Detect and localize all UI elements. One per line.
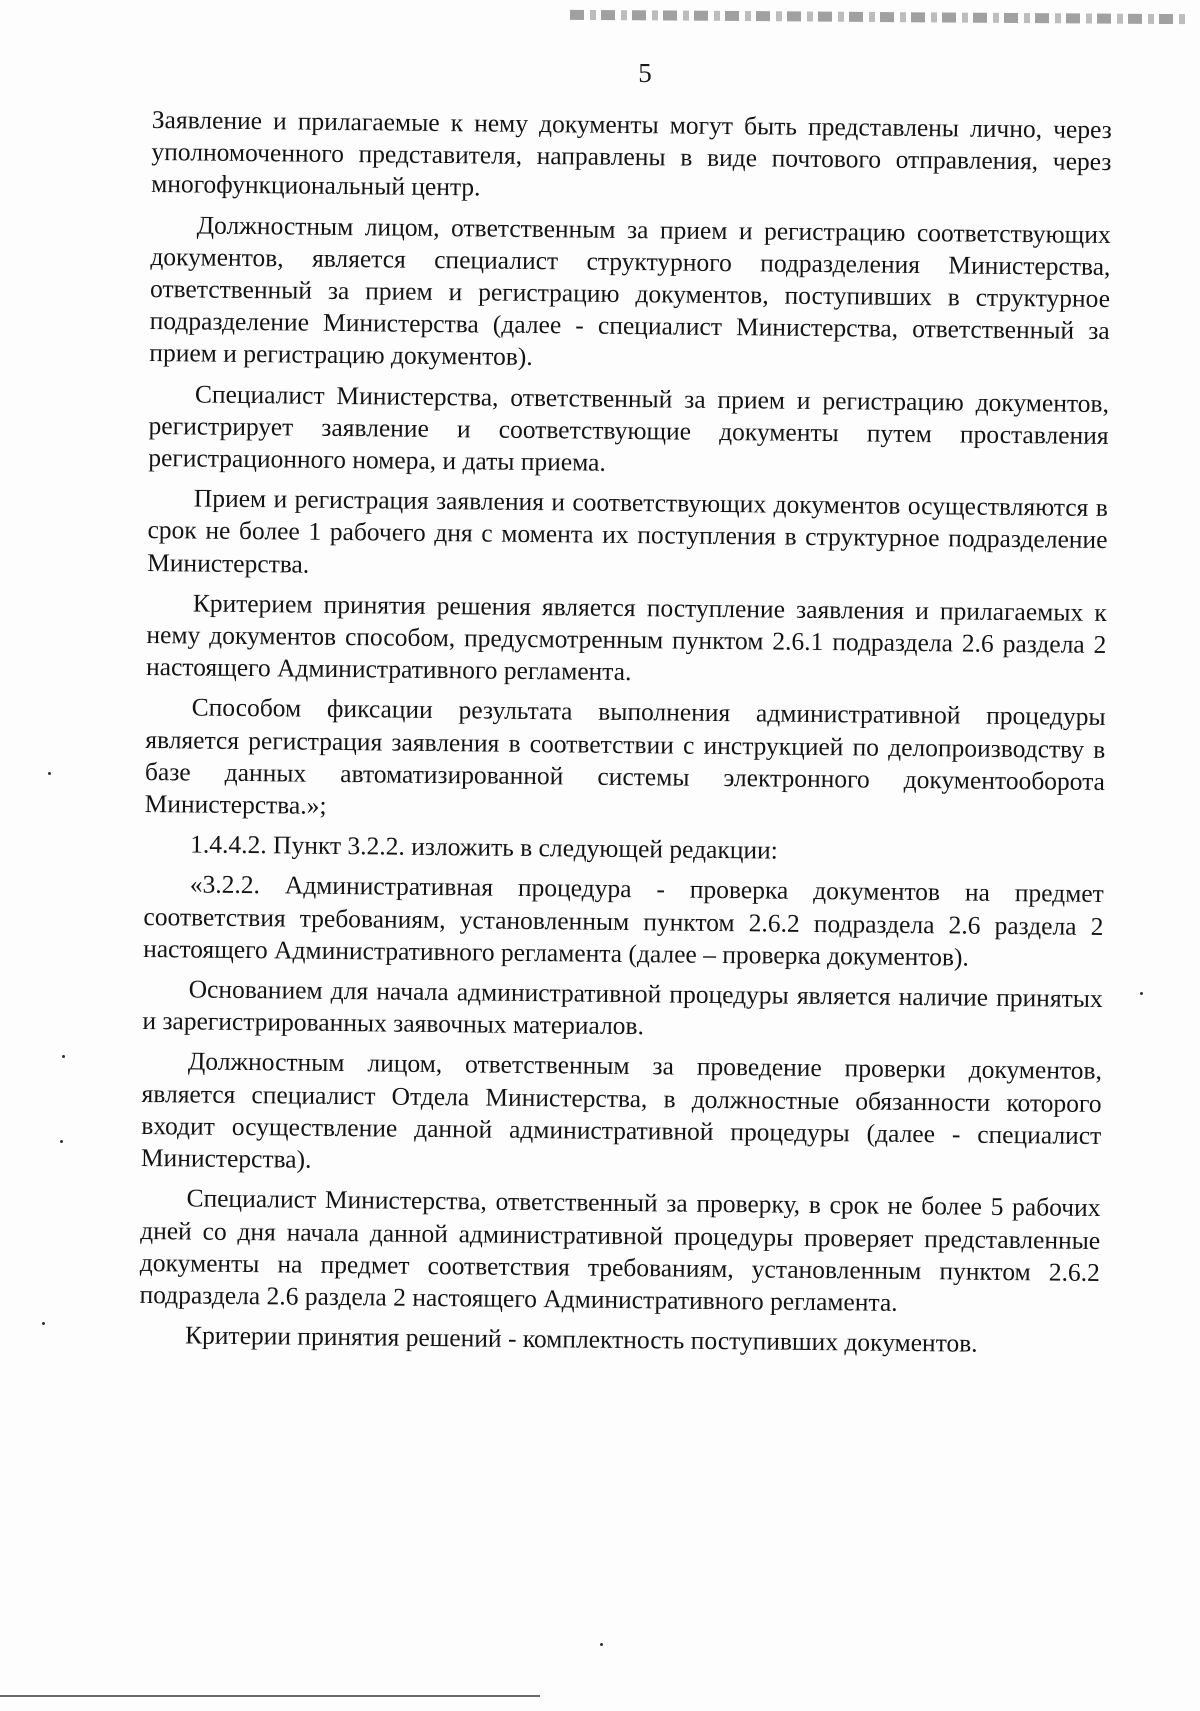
scan-speck (42, 1322, 45, 1325)
scan-speck (600, 1643, 603, 1646)
page-number: 5 (638, 58, 652, 88)
paragraph: Основанием для начала административной процедуры является наличие принятых и зарегистрированных заявочных материалов. (142, 974, 1103, 1041)
scan-speck (48, 772, 51, 775)
paragraph: Специалист Министерства, ответственный за проверку, в срок не более 5 рабочих дней со дня начала данной административной процедуры проверяет представленные документы на предмет соответствия требованиям, установленным пунктом 2.6.2 подраздела 2.6 раздела 2 настоящего Административного регламента. (139, 1183, 1101, 1317)
paragraph: Заявление и прилагаемые к нему документы могут быть представлены лично, через уполномоченного представителя, направлены в виде почтового отправления, через многофункциональный центр. (151, 104, 1112, 202)
paragraph: 1.4.4.2. Пункт 3.2.2. изложить в следующей редакции: (190, 829, 778, 865)
document-body (139, 104, 1112, 1369)
paragraph: Способом фиксации результата выполнения административной процедуры является регистрация заявления в соответствии с инструкцией по делопроизводству в базе данных автоматизированной системы электронного документооборота Министерства.»; (144, 692, 1106, 820)
paragraph: Должностным лицом, ответственным за прием и регистрацию соответствующих документов, является специалист структурного подразделения Министерства, ответственный за прием и регистрацию документов, поступивших в структурное подразделение Министерства (далее - специалист Министерства, ответственный за прием и регистрацию документов). (149, 210, 1111, 372)
paragraph: Должностным лицом, ответственным за проведение проверки документов, является специалист Отдела Министерства, в должностные обязанности которого входит осуществление данной административной процедуры (далее - специалист Министерства). (140, 1046, 1103, 1174)
scan-speck (60, 1140, 63, 1143)
scan-artifact-top (570, 10, 1190, 24)
paragraph: Критерии принятия решений - комплектность поступивших документов. (184, 1320, 978, 1358)
scan-speck (1140, 992, 1143, 995)
paragraph: «3.2.2. Административная процедура - проверка документов на предмет соответствия требованиям, установленным пунктом 2.6.2 подраздела 2.6 раздела 2 настоящего Административного регламента (далее – проверка документов). (143, 869, 1104, 972)
paragraph: Прием и регистрация заявления и соответствующих документов осуществляются в срок не более 1 рабочего дня с момента их поступления в структурное подразделение Министерства. (147, 483, 1108, 579)
scan-speck (62, 1055, 65, 1058)
paragraph: Специалист Министерства, ответственный за прием и регистрацию документов, регистрирует заявление и соответствующие документы путем проставления регистрационного номера, и даты приема. (148, 379, 1110, 477)
paragraph: Критерием принятия решения является поступление заявления и прилагаемых к нему документов способом, предусмотренным пунктом 2.6.1 подраздела 2.6 раздела 2 настоящего Административного регламента. (145, 588, 1107, 687)
scan-artifact-bottom (0, 1695, 540, 1697)
